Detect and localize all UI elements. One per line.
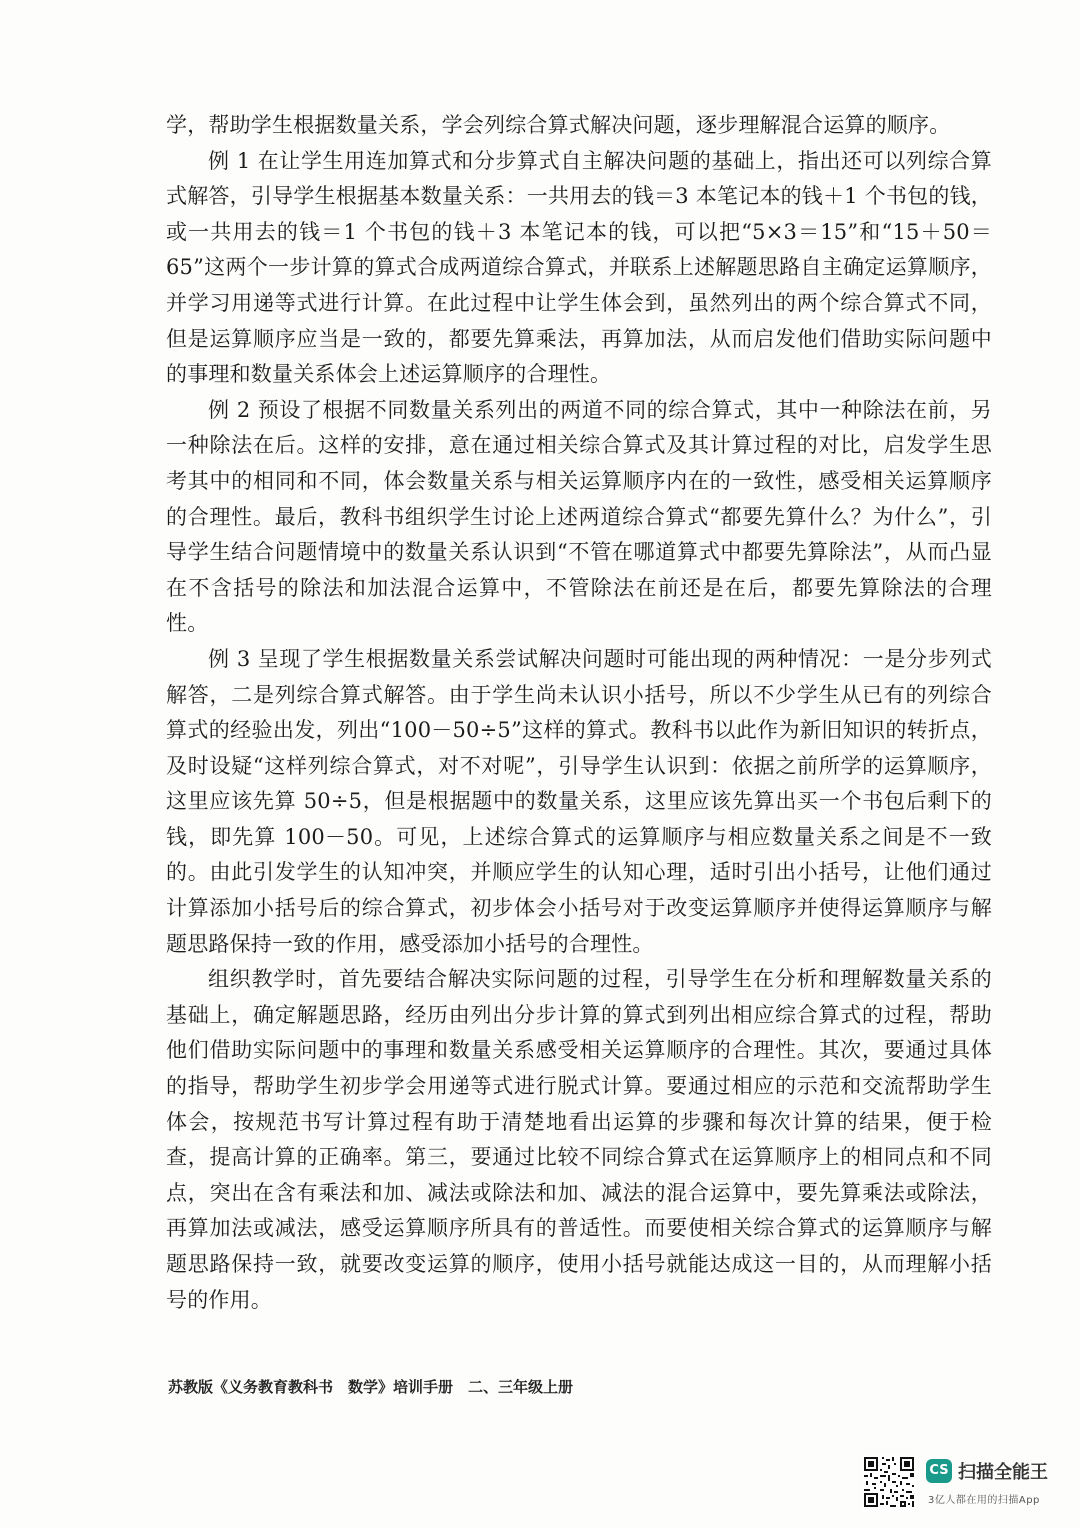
running-footer-book-title: 苏教版《义务教育教科书 数学》培训手册 二、三年级上册 — [168, 1378, 574, 1396]
paragraph-example-2: 例 2 预设了根据不同数量关系列出的两道不同的综合算式，其中一种除法在前，另一种除法在后。这样的安排，意在通过相关综合算式及其计算过程的对比，启发学生思考其中的相同和不同，体会数量关系与相关运算顺序内在的一致性，感受相关运算顺序的合理性。最后，教科书组织学生讨论上述两道综合算式“都要先算什么？为什么”，引导学生结合问题情境中的数量关系认识到“不管在哪道算式中都要先算除法”，从而凸显在不含括号的除法和加法混合运算中，不管除法在前还是在后，都要先算除法的合理性。 — [166, 397, 992, 636]
paragraph-example-3: 例 3 呈现了学生根据数量关系尝试解决问题时可能出现的两种情况：一是分步列式解答，二是列综合算式解答。由于学生尚未认识小括号，所以不少学生从已有的列综合算式的经验出发，列出“100－50÷5”这样的算式。教科书以此作为新旧知识的转折点，及时设疑“这样列综合算式，对不对呢”，引导学生认识到：依据之前所学的运算顺序，这里应该先算 50÷5，但是根据题中的数量关系，这里应该先算出买一个书包后剩下的钱，即先算 100－50。可见，上述综合算式的运算顺序与相应数量关系之间是不一致的。由此引发学生的认知冲突，并顺应学生的认知心理，适时引出小括号，让他们通过计算添加小括号后的综合算式，初步体会小括号对于改变运算顺序并使得运算顺序与解题思路保持一致的作用，感受添加小括号的合理性。 — [166, 646, 992, 956]
body-text — [166, 108, 992, 1318]
paragraph-example-1: 例 1 在让学生用连加算式和分步算式自主解决问题的基础上，指出还可以列综合算式解答，引导学生根据基本数量关系：一共用去的钱＝3 本笔记本的钱＋1 个书包的钱，或一共用去的钱＝1 个书包的钱＋3 本笔记本的钱，可以把“5×3＝15”和“15＋50＝65”这两个一步计算的算式合成两道综合算式，并联系上述解题思路自主确定运算顺序，并学习用递等式进行计算。在此过程中让学生体会到，虽然列出的两个综合算式不同，但是运算顺序应当是一致的，都要先算乘法，再算加法，从而启发他们借助实际问题中的事理和数量关系体会上述运算顺序的合理性。 — [166, 148, 992, 387]
scanner-tagline: 3亿人都在用的扫描App — [928, 1495, 1040, 1506]
camscanner-logo-icon: CS — [926, 1459, 952, 1483]
qr-code-icon — [862, 1455, 916, 1509]
paragraph-teaching-guidance: 组织教学时，首先要结合解决实际问题的过程，引导学生在分析和理解数量关系的基础上，确定解题思路，经历由列出分步计算的算式到列出相应综合算式的过程，帮助他们借助实际问题中的事理和数量关系感受相关运算顺序的合理性。其次，要通过具体的指导，帮助学生初步学会用递等式进行脱式计算。要通过相应的示范和交流帮助学生体会，按规范书写计算过程有助于清楚地看出运算的步骤和每次计算的结果，便于检查，提高计算的正确率。第三，要通过比较不同综合算式在运算顺序上的相同点和不同点，突出在含有乘法和加、减法或除法和加、减法的混合运算中，要先算乘法或除法，再算加法或减法，感受运算顺序所具有的普适性。而要使相关综合算式的运算顺序与解题思路保持一致，就要改变运算的顺序，使用小括号就能达成这一目的，从而理解小括号的作用。 — [166, 967, 992, 1312]
paragraph-continuation: 学，帮助学生根据数量关系，学会列综合算式解决问题，逐步理解混合运算的顺序。 — [166, 113, 951, 137]
scanner-brand-name: 扫描全能王 — [958, 1462, 1048, 1483]
scanner-watermark — [862, 1455, 1062, 1511]
